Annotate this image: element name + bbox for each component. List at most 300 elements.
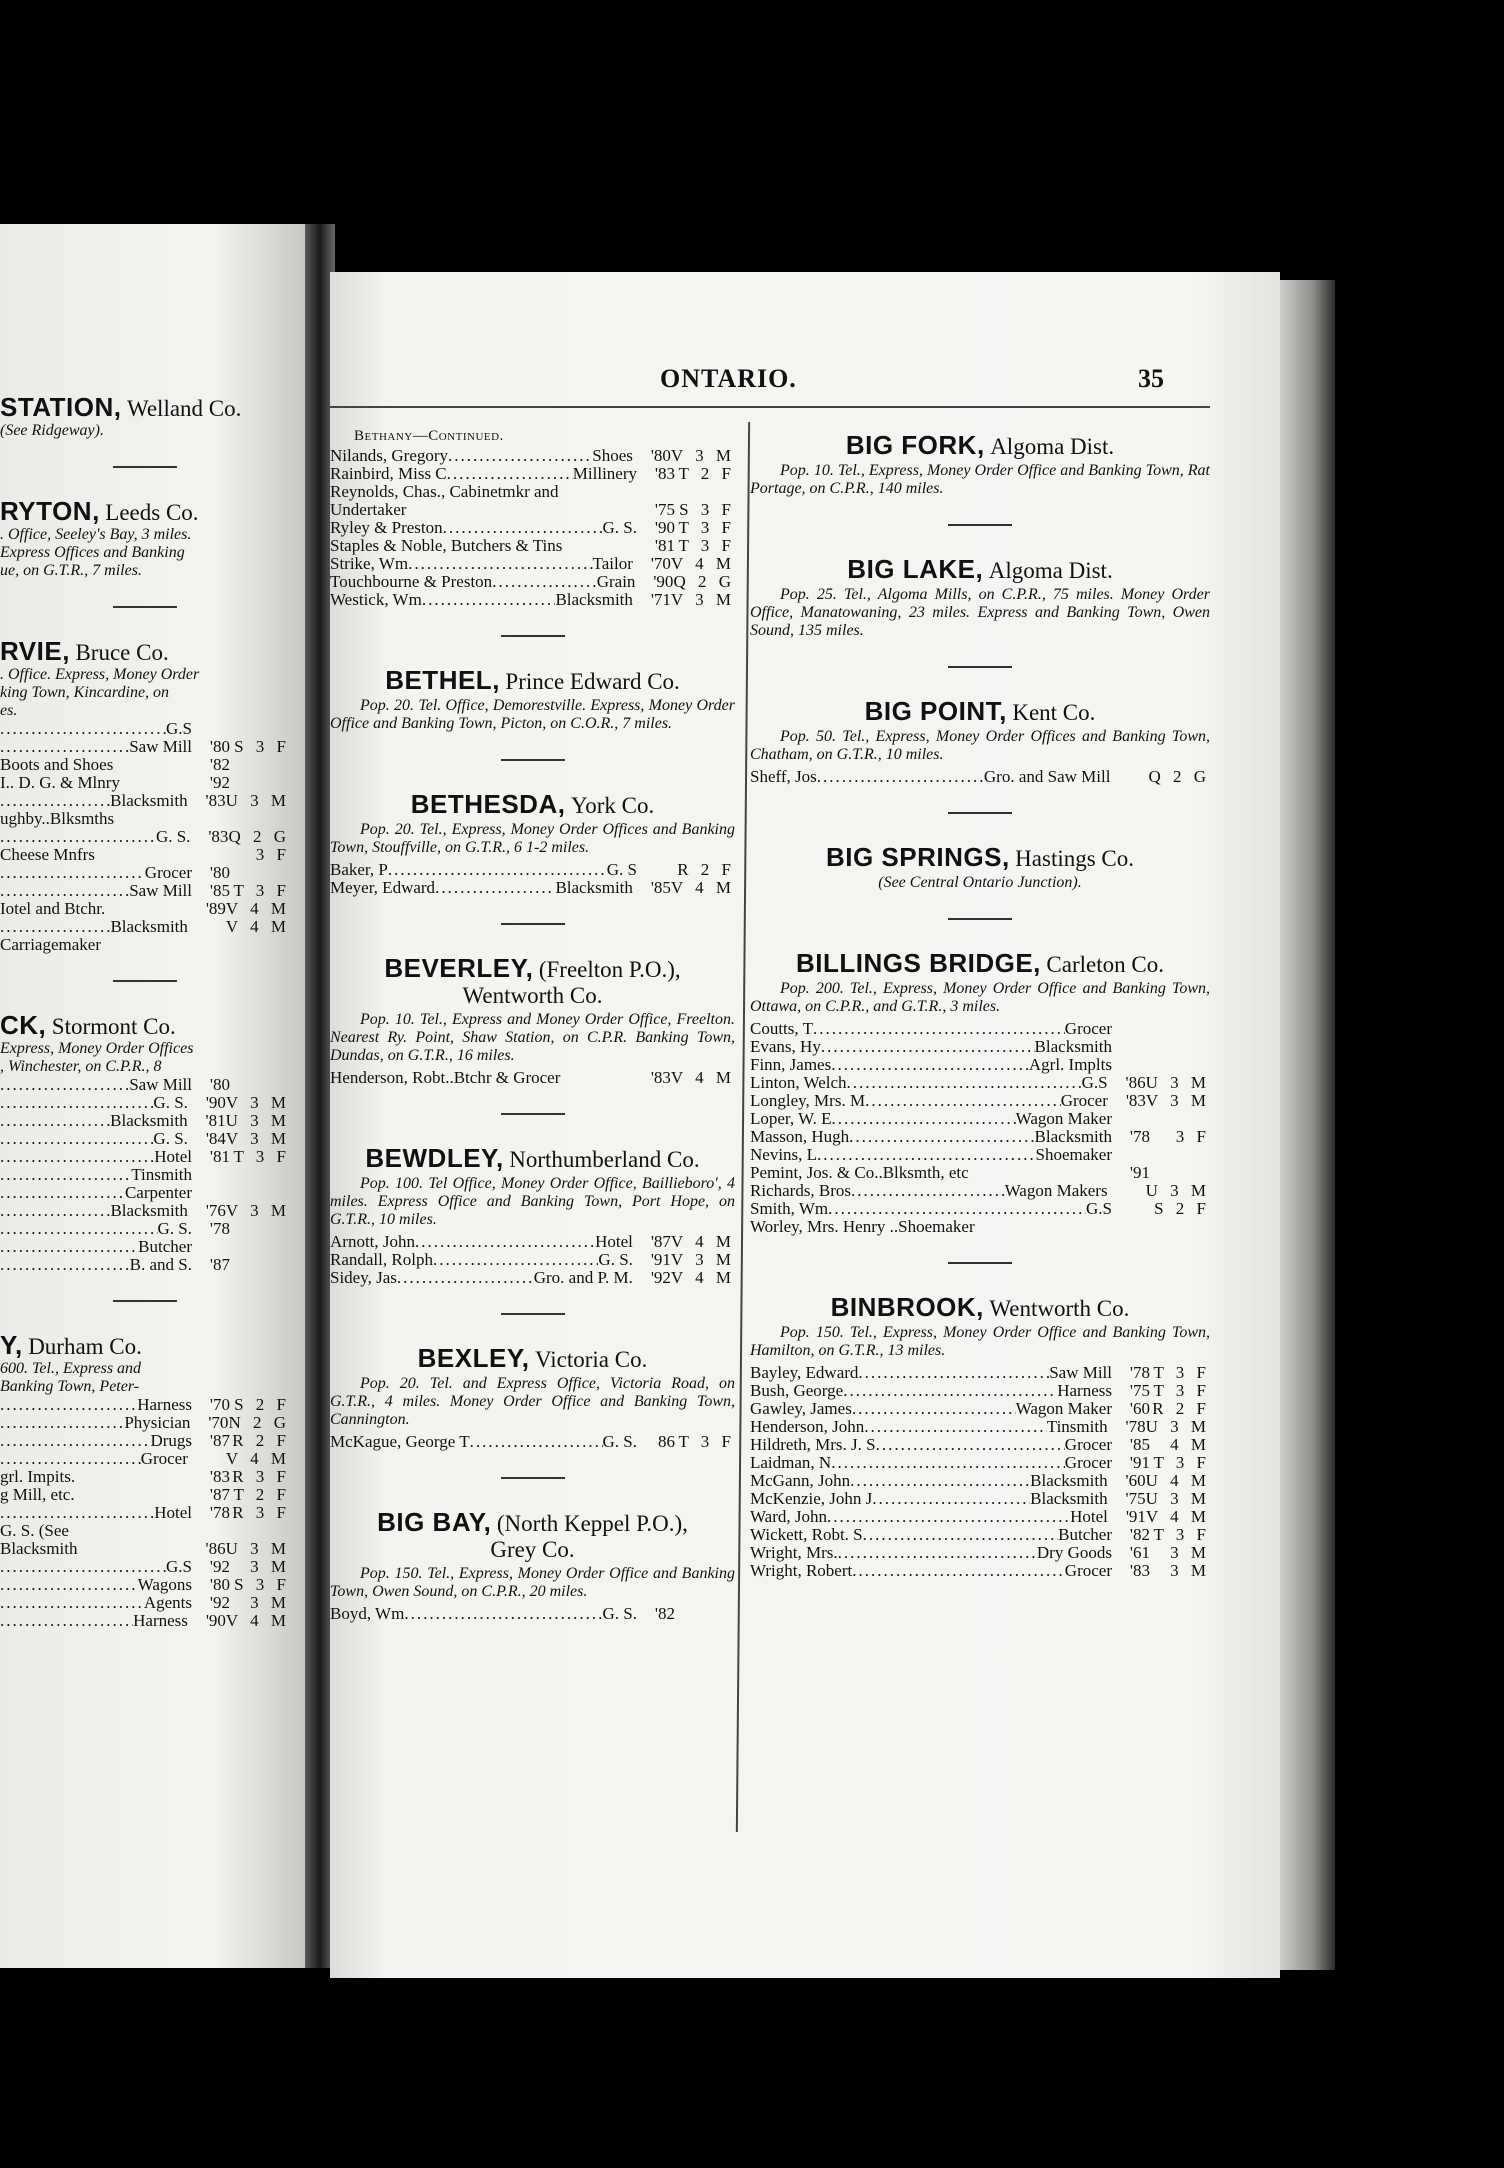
entry-name: Wright, Mrs. xyxy=(750,1543,838,1562)
entry-rating: U 3 M xyxy=(225,1539,290,1558)
place-description-line: Banking Town, Peter- xyxy=(0,1378,140,1395)
entry-year: '90 xyxy=(654,518,675,537)
directory-entry xyxy=(0,1594,290,1612)
entry-business: B. and S. xyxy=(129,1255,192,1274)
section-divider xyxy=(501,1313,565,1315)
entry-rating: V 4 M xyxy=(225,917,290,936)
directory-entry xyxy=(0,1094,290,1112)
leader-dots xyxy=(864,1418,1047,1436)
entry-year xyxy=(641,483,675,501)
entry-business: Shoes xyxy=(592,446,633,465)
place-description-line: , Winchester, on C.P.R., 8 xyxy=(0,1058,162,1075)
entry-business: Butcher xyxy=(138,1237,192,1256)
section-divider xyxy=(501,1477,565,1479)
place-description-line: king Town, Kincardine, on xyxy=(0,684,170,701)
directory-entry xyxy=(0,1450,290,1468)
entry-year: '80 xyxy=(209,1575,230,1594)
entry-rating: V 4 M xyxy=(670,554,735,573)
leader-dots xyxy=(75,1468,192,1486)
directory-entry xyxy=(330,501,735,519)
entry-rating: U 3 M xyxy=(225,1111,290,1130)
entry-business: Shoemaker xyxy=(1035,1145,1112,1164)
place-heading xyxy=(330,791,735,819)
leader-dots xyxy=(843,1382,1057,1400)
place-heading xyxy=(330,1145,735,1173)
place-heading xyxy=(330,667,735,695)
entry-business: Blacksmith xyxy=(110,791,188,810)
entry-rating: 4 M xyxy=(1170,1435,1210,1454)
place-heading xyxy=(0,1012,290,1040)
leader-dots xyxy=(851,1182,1005,1200)
place-name: Y, xyxy=(0,1330,23,1360)
entry-rating: U 3 M xyxy=(1145,1181,1210,1200)
directory-entry xyxy=(0,1396,290,1414)
place-county: (Freelton P.O.), xyxy=(538,957,681,982)
entry-rating: T 3 F xyxy=(678,518,735,537)
entry-year: '80 xyxy=(209,737,230,756)
entry-business: Physician xyxy=(124,1413,191,1432)
entry-business: G.S xyxy=(1086,1199,1112,1218)
directory-entry xyxy=(750,1092,1210,1110)
section-divider xyxy=(948,524,1012,526)
entry-business: G. S. xyxy=(602,1432,637,1451)
place-heading xyxy=(0,394,290,422)
place-name: BIG FORK, xyxy=(845,430,985,460)
entry-year xyxy=(196,810,230,828)
leader-dots xyxy=(470,1433,603,1451)
leader-dots xyxy=(0,1202,110,1220)
entry-business: Grocer xyxy=(1064,1019,1112,1038)
leader-dots xyxy=(817,768,984,786)
entry-business: Blacksmith xyxy=(110,1201,188,1220)
entry-rating: T 2 F xyxy=(678,464,735,483)
place-description: Pop. 50. Tel., Express, Money Order Offices and Banking Town, Chatham, on G.T.R., 10 miles. xyxy=(750,728,1210,763)
continued-label: Bethany xyxy=(354,428,413,444)
place-heading xyxy=(330,1345,735,1373)
entry-rating: R 3 F xyxy=(232,1467,290,1486)
leader-dots xyxy=(0,864,145,882)
directory-entry xyxy=(0,1414,290,1432)
leader-dots xyxy=(448,447,592,465)
leader-dots xyxy=(0,1148,154,1166)
entry-rating xyxy=(230,864,290,882)
entry-rating: V 4 M xyxy=(670,1232,735,1251)
entry-rating: 3 M xyxy=(250,1593,290,1612)
place-name: BINBROOK, xyxy=(830,1292,984,1322)
entry-year: '60 xyxy=(1129,1399,1150,1418)
entry-year: '61 xyxy=(1129,1543,1150,1562)
directory-entry xyxy=(0,1220,290,1238)
entry-business: Grocer xyxy=(1064,1453,1112,1472)
entry-business: Blacksmith xyxy=(110,917,188,936)
place-name: BETHESDA, xyxy=(410,789,566,819)
entry-business: Blacksmith xyxy=(1030,1471,1108,1490)
entry-year: '91 xyxy=(650,1250,671,1269)
place-name: BEVERLEY, xyxy=(384,953,534,983)
entry-rating: V 3 M xyxy=(225,1129,290,1148)
place-county-line: Grey Co. xyxy=(490,1537,575,1562)
entry-year: '83 xyxy=(205,791,226,810)
place-name: BIG SPRINGS, xyxy=(825,842,1010,872)
directory-entry xyxy=(330,1233,735,1251)
leader-dots xyxy=(114,810,192,828)
directory-entry xyxy=(750,1364,1210,1382)
place-county: Stormont Co. xyxy=(51,1014,176,1039)
directory-entry xyxy=(750,1472,1210,1490)
entry-business: G.S xyxy=(1081,1073,1108,1092)
left-page-column xyxy=(0,394,290,1630)
place-heading xyxy=(330,955,735,983)
directory-entry xyxy=(0,864,290,882)
leader-dots xyxy=(75,1486,192,1504)
entry-business: Wagons xyxy=(137,1575,192,1594)
place-description-line: Express, Money Order Offices xyxy=(0,1040,194,1057)
directory-entry xyxy=(750,1074,1210,1092)
entry-rating: R 3 F xyxy=(232,1503,290,1522)
place-name: BIG LAKE, xyxy=(847,554,984,584)
entry-year: '87 xyxy=(209,1485,230,1504)
entry-name: Blacksmith xyxy=(0,1539,78,1558)
entry-business: Saw Mill xyxy=(129,1075,192,1094)
leader-dots xyxy=(415,1233,595,1251)
directory-entry xyxy=(750,1110,1210,1128)
directory-entry xyxy=(0,900,290,918)
entry-year: '90 xyxy=(653,572,674,591)
directory-entry xyxy=(0,1522,290,1540)
entry-rating xyxy=(230,1220,290,1238)
place-description-line: . Office. Express, Money Order xyxy=(0,666,200,683)
entry-rating xyxy=(1150,1218,1210,1236)
leader-dots xyxy=(406,501,637,519)
entry-rating: V 3 M xyxy=(670,590,735,609)
entry-business: Blacksmith xyxy=(1030,1489,1108,1508)
entry-year: '87 xyxy=(209,1255,230,1274)
entry-year: '80 xyxy=(209,863,230,882)
section-divider xyxy=(948,918,1012,920)
entry-name: Reynolds, Chas., Cabinetmkr and xyxy=(330,482,559,501)
entry-rating: Q 2 G xyxy=(673,572,735,591)
directory-entry xyxy=(750,1544,1210,1562)
entry-name: Ryley & Preston xyxy=(330,518,443,537)
entry-business: Saw Mill xyxy=(129,737,192,756)
entry-year xyxy=(1116,1146,1150,1164)
place-description-line: 600. Tel., Express and xyxy=(0,1360,142,1377)
entry-year: '90 xyxy=(205,1093,226,1112)
directory-entry xyxy=(750,1182,1210,1200)
entry-rating xyxy=(230,1076,290,1094)
right-column xyxy=(750,432,1210,1580)
entry-name: Arnott, John xyxy=(330,1232,415,1251)
entry-year xyxy=(1112,1182,1146,1200)
entry-rating: Q 2 G xyxy=(1148,767,1210,786)
place-heading xyxy=(0,498,290,526)
entry-rating: V 3 M xyxy=(1145,1091,1210,1110)
entry-list xyxy=(330,861,735,897)
entry-rating: T 3 F xyxy=(678,536,735,555)
see-reference: (See Central Ontario Junction). xyxy=(878,874,1082,891)
entry-year xyxy=(1114,768,1148,786)
leader-dots xyxy=(0,1256,130,1274)
entry-business: Hotel xyxy=(154,1503,192,1522)
leader-dots xyxy=(408,555,592,573)
entry-rating: U 3 M xyxy=(1145,1417,1210,1436)
entry-name: Cheese Mnfrs xyxy=(0,845,95,864)
entry-year: '83 xyxy=(654,464,675,483)
entry-rating xyxy=(1150,1020,1210,1038)
place-county: Kent Co. xyxy=(1012,700,1096,725)
place-heading xyxy=(0,638,290,666)
entry-year: '85 xyxy=(1129,1435,1150,1454)
entry-year xyxy=(196,1166,230,1184)
place-description-line: . Office, Seeley's Bay, 3 miles. xyxy=(0,526,192,543)
leader-dots xyxy=(95,846,192,864)
bethany-entries xyxy=(330,447,735,609)
leader-dots xyxy=(858,1364,1049,1382)
entry-year: '92 xyxy=(650,1268,671,1287)
entry-name: grl. Impits. xyxy=(0,1467,76,1486)
entry-name: Undertaker xyxy=(330,500,407,519)
entry-name: Laidman, N xyxy=(750,1453,832,1472)
entry-rating: 3 F xyxy=(255,845,290,864)
section-divider xyxy=(113,466,177,468)
entry-rating: V 4 M xyxy=(670,1268,735,1287)
place-county: (North Keppel P.O.), xyxy=(496,1511,688,1536)
place-county: Algoma Dist. xyxy=(988,558,1113,583)
entry-year: '70 xyxy=(209,1395,230,1414)
entry-year xyxy=(1116,1038,1150,1056)
leader-dots xyxy=(863,1526,1059,1544)
entry-list xyxy=(330,1233,735,1287)
entry-year: '82 xyxy=(209,755,230,774)
entry-name: Westick, Wm xyxy=(330,590,422,609)
entry-name: Iotel and Btchr. xyxy=(0,899,106,918)
entry-rating xyxy=(230,936,290,954)
entry-name: Wright, Robert xyxy=(750,1561,853,1580)
entry-year: '83 xyxy=(209,1467,230,1486)
entry-business: Grocer xyxy=(144,863,192,882)
entry-year: '80 xyxy=(650,446,671,465)
entry-name: Smith, Wm xyxy=(750,1199,829,1218)
entry-year: '82 xyxy=(654,1604,675,1623)
directory-entry xyxy=(0,756,290,774)
leader-dots xyxy=(0,738,129,756)
entry-business: G. S. xyxy=(153,1093,188,1112)
middle-places xyxy=(330,635,735,1623)
entry-business: G. S. xyxy=(155,827,191,846)
leader-dots xyxy=(828,1200,1086,1218)
entry-name: Sheff, Jos xyxy=(750,767,817,786)
entry-rating: V 3 M xyxy=(670,1250,735,1269)
middle-column xyxy=(330,428,735,1623)
directory-entry xyxy=(750,1038,1210,1056)
directory-entry xyxy=(0,1130,290,1148)
entry-rating: T 3 F xyxy=(1153,1363,1210,1382)
place-county: Durham Co. xyxy=(28,1334,142,1359)
entry-business: Harness xyxy=(137,1395,192,1414)
entry-name: Sidey, Jas xyxy=(330,1268,397,1287)
entry-year xyxy=(1116,1110,1150,1128)
leader-dots xyxy=(0,1130,153,1148)
place-description: Pop. 25. Tel., Algoma Mills, on C.P.R., 75 miles. Money Order Office, Manatowaning, 23 miles. Express and Banking Town, Owen Sound, 135 miles. xyxy=(750,586,1210,639)
directory-entry xyxy=(750,1128,1210,1146)
entry-business: Gro. and P. M. xyxy=(533,1268,633,1287)
place-description: Pop. 20. Tel. Office, Demorestville. Express, Money Order Office and Banking Town, Picton, on C.O.R., 7 miles. xyxy=(330,697,735,732)
directory-entry xyxy=(750,1418,1210,1436)
entry-name: g Mill, etc. xyxy=(0,1485,75,1504)
leader-dots xyxy=(975,1218,1112,1236)
leader-dots xyxy=(435,879,555,897)
entry-name: Nevins, L xyxy=(750,1145,818,1164)
directory-entry xyxy=(330,555,735,573)
entry-rating: T 3 F xyxy=(233,1147,290,1166)
entry-business: Harness xyxy=(1057,1381,1112,1400)
entry-rating: U 3 M xyxy=(1145,1489,1210,1508)
place-heading xyxy=(750,698,1210,726)
entry-year: 86 xyxy=(658,1432,675,1451)
leader-dots xyxy=(0,1612,133,1630)
leader-dots xyxy=(101,936,192,954)
leader-dots xyxy=(0,918,110,936)
leader-dots xyxy=(865,1092,1061,1110)
place-description-line: es. xyxy=(0,702,18,719)
entry-rating: U 3 M xyxy=(1145,1073,1210,1092)
entry-name: Finn, James xyxy=(750,1055,832,1074)
place-county: Bruce Co. xyxy=(75,640,169,665)
leader-dots xyxy=(872,1490,1030,1508)
entry-name: Pemint, Jos. & Co..Blksmth, etc xyxy=(750,1163,969,1182)
place-county: Victoria Co. xyxy=(535,1347,648,1372)
place-county: Leeds Co. xyxy=(105,500,199,525)
entry-year: '91 xyxy=(1125,1507,1146,1526)
directory-entry xyxy=(0,1468,290,1486)
place-county: Carleton Co. xyxy=(1046,952,1164,977)
entry-name: Wickett, Robt. S xyxy=(750,1525,863,1544)
entry-business: G. S. xyxy=(602,1604,637,1623)
leader-dots xyxy=(443,519,603,537)
leader-dots xyxy=(0,1076,129,1094)
leader-dots xyxy=(113,756,192,774)
section-divider xyxy=(948,666,1012,668)
entry-rating: V 4 M xyxy=(225,1611,290,1630)
place-county: Welland Co. xyxy=(126,396,242,421)
entry-year: '78 xyxy=(209,1219,230,1238)
entry-business: G.S xyxy=(166,1557,192,1576)
leader-dots xyxy=(0,1094,153,1112)
directory-entry xyxy=(330,519,735,537)
entry-rating: T 3 F xyxy=(678,1432,735,1451)
leader-dots xyxy=(0,1576,138,1594)
entry-year xyxy=(1116,1020,1150,1038)
entry-rating xyxy=(230,1184,290,1202)
entry-year: '83 xyxy=(208,827,229,846)
place-heading xyxy=(750,950,1210,978)
directory-entry xyxy=(0,1540,290,1558)
directory-entry xyxy=(330,483,735,501)
leader-dots xyxy=(447,465,573,483)
entry-rating xyxy=(230,756,290,774)
leader-dots xyxy=(433,1251,598,1269)
entry-list xyxy=(0,1076,290,1274)
entry-rating: S 3 F xyxy=(234,737,290,756)
entry-rating: R 2 F xyxy=(677,860,735,879)
entry-business: Butcher xyxy=(1058,1525,1112,1544)
place-description-line: (See Ridgeway). xyxy=(0,422,104,439)
entry-year: '92 xyxy=(209,1557,230,1576)
leader-dots xyxy=(69,1522,192,1540)
leader-dots xyxy=(0,1238,138,1256)
directory-entry xyxy=(750,1454,1210,1472)
entry-name: Gawley, James xyxy=(750,1399,852,1418)
entry-name: G. S. (See xyxy=(0,1521,69,1540)
entry-business: G.S xyxy=(166,719,192,738)
directory-entry xyxy=(0,720,290,738)
section-divider xyxy=(948,812,1012,814)
place-description: Pop. 20. Tel. and Express Office, Victoria Road, on G.T.R., 4 miles. Money Order Office and Banking Town, Cannington. xyxy=(330,1375,735,1428)
entry-rating: U 3 M xyxy=(225,791,290,810)
entry-name: Touchbourne & Preston xyxy=(330,572,493,591)
directory-entry xyxy=(750,1436,1210,1454)
entry-year: '78 xyxy=(1129,1127,1150,1146)
entry-business: Harness xyxy=(133,1611,188,1630)
entry-rating xyxy=(1150,1164,1210,1182)
leader-dots xyxy=(397,1269,534,1287)
entry-name: Rainbird, Miss C xyxy=(330,464,447,483)
leader-dots xyxy=(0,792,110,810)
leader-dots xyxy=(0,1396,137,1414)
directory-entry xyxy=(330,537,735,555)
section-divider xyxy=(113,1300,177,1302)
directory-entry xyxy=(0,810,290,828)
entry-rating xyxy=(1150,1146,1210,1164)
directory-entry xyxy=(0,1112,290,1130)
leader-dots xyxy=(388,861,607,879)
leader-dots xyxy=(0,1594,144,1612)
entry-year: '75 xyxy=(1129,1381,1150,1400)
place-description: Pop. 10. Tel., Express and Money Order Office, Freelton. Nearest Ry. Point, Shaw Station, on C.P.R. Banking Town, Dundas, on G.T.R., 16 miles. xyxy=(330,1011,735,1064)
entry-business: Saw Mill xyxy=(1049,1363,1112,1382)
entry-business: G. S. xyxy=(153,1129,188,1148)
directory-entry xyxy=(750,1056,1210,1074)
leader-dots xyxy=(0,1450,141,1468)
directory-entry xyxy=(330,1605,735,1623)
leader-dots xyxy=(422,591,556,609)
entry-rating: V 4 M xyxy=(1145,1507,1210,1526)
entry-name: McKague, George T xyxy=(330,1432,470,1451)
continued-heading xyxy=(354,428,735,445)
entry-list xyxy=(0,1396,290,1630)
entry-name: Boots and Shoes xyxy=(0,755,114,774)
directory-entry xyxy=(0,1256,290,1274)
entry-year xyxy=(196,1522,230,1540)
directory-entry xyxy=(330,1069,735,1087)
directory-entry xyxy=(330,1251,735,1269)
directory-entry xyxy=(0,882,290,900)
entry-year: '91 xyxy=(1129,1453,1150,1472)
place-name: BEXLEY, xyxy=(417,1343,530,1373)
entry-rating: S 2 F xyxy=(1154,1199,1210,1218)
entry-year xyxy=(1116,1200,1150,1218)
entry-rating: S 3 F xyxy=(679,500,735,519)
entry-year: '70 xyxy=(208,1413,229,1432)
directory-entry xyxy=(330,1269,735,1287)
entry-year: '80 xyxy=(209,1075,230,1094)
place-name: BIG POINT, xyxy=(864,696,1007,726)
leader-dots xyxy=(0,1504,154,1522)
leader-dots xyxy=(827,1508,1070,1526)
entry-name: Linton, Welch xyxy=(750,1073,847,1092)
directory-entry xyxy=(750,1562,1210,1580)
directory-entry xyxy=(330,1433,735,1451)
